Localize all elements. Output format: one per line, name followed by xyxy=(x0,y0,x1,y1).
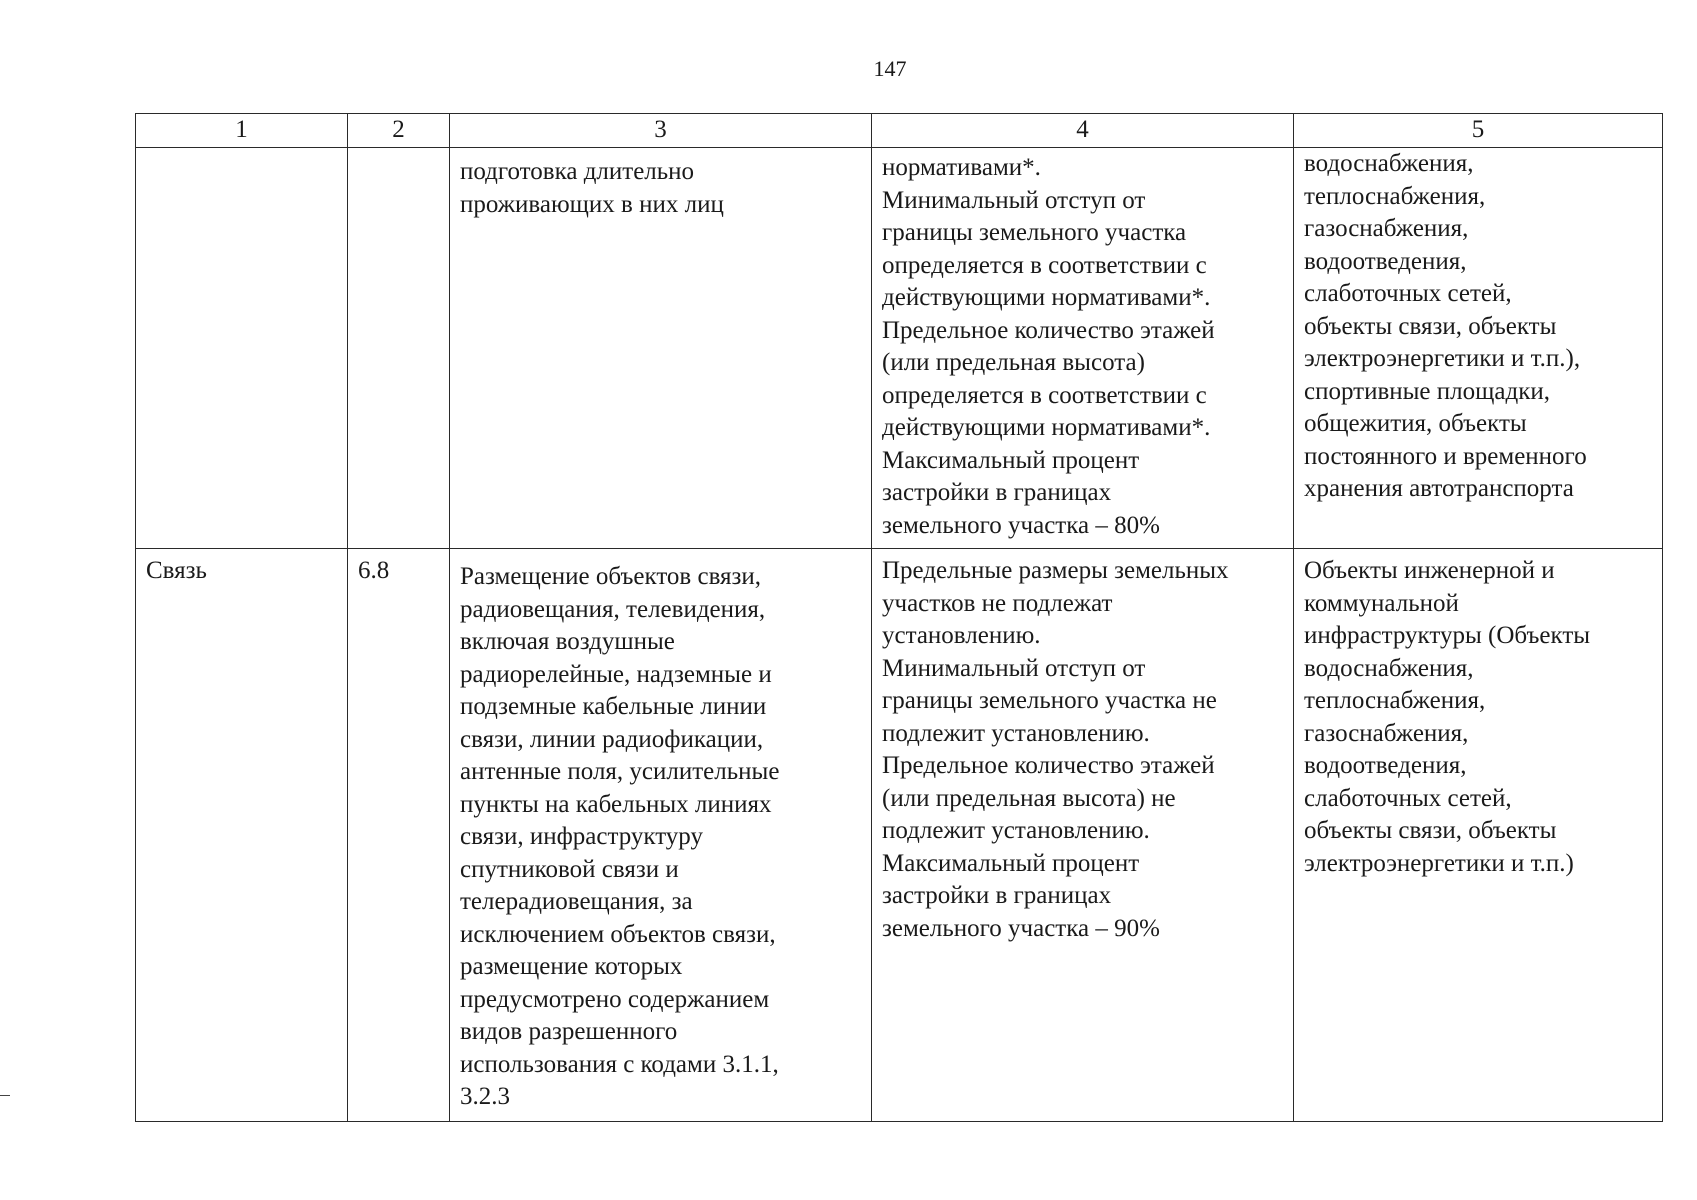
use-name-cell xyxy=(136,148,348,549)
table-header-row xyxy=(136,114,1663,148)
cell-text-line: 3.2.3 xyxy=(460,1083,510,1110)
table-row xyxy=(136,549,1663,1122)
cell-text-line: инфраструктуры (Объекты xyxy=(1304,622,1591,649)
auxiliary-uses-cell xyxy=(1294,148,1663,549)
cell-text-line: действующими нормативами*. xyxy=(882,284,1211,311)
cell-text-line: водоотведения, xyxy=(1304,247,1467,275)
cell-text-line: пункты на кабельных линиях xyxy=(460,790,772,818)
cell-text-line: установлению. xyxy=(882,622,1041,649)
cell-text-line: земельного участка – 90% xyxy=(882,914,1160,942)
cell-text-line: границы земельного участка не xyxy=(882,687,1217,714)
cell-text-line: застройки в границах xyxy=(882,882,1112,909)
cell-text-line: объекты связи, объекты xyxy=(1304,312,1557,340)
header-cell-4: 4 xyxy=(872,114,1294,148)
cell-text-line: теплоснабжения, xyxy=(1304,687,1486,714)
cell-text-line: подлежит установлению. xyxy=(882,719,1150,747)
cell-text-line: Предельное количество этажей xyxy=(882,752,1215,779)
cell-text-line: спутниковой связи и xyxy=(460,855,679,883)
cell-text-line: земельного участка – 80% xyxy=(882,511,1160,539)
cell-text-line: предусмотрено содержанием xyxy=(460,985,770,1013)
cell-text-line: радиорелейные, надземные и xyxy=(460,660,772,688)
cell-text-line: включая воздушные xyxy=(460,628,675,655)
cell-text-line: Размещение объектов связи, xyxy=(460,563,762,590)
land-use-table xyxy=(135,113,1663,1122)
cell-text-line: водоотведения, xyxy=(1304,752,1467,779)
cell-text-line: водоснабжения, xyxy=(1304,150,1474,177)
header-cell-3: 3 xyxy=(450,114,872,148)
cell-text-line: Минимальный отступ от xyxy=(882,654,1146,682)
use-description-cell xyxy=(450,549,872,1122)
cell-text-line: видов разрешенного xyxy=(460,1018,678,1045)
cell-text-line: коммунальной xyxy=(1304,589,1459,617)
margin-mark xyxy=(0,1095,10,1096)
cell-text-line: хранения автотранспорта xyxy=(1304,475,1574,502)
cell-text-line: теплоснабжения, xyxy=(1304,182,1486,210)
auxiliary-uses-cell xyxy=(1294,549,1663,1122)
page-number: 147 xyxy=(873,56,907,81)
cell-text-line: исключением объектов связи, xyxy=(460,920,776,948)
cell-text-line: слаботочных сетей, xyxy=(1304,784,1512,812)
cell-text-line: газоснабжения, xyxy=(1304,215,1469,242)
cell-text-line: Минимальный отступ от xyxy=(882,186,1146,214)
cell-text-line: нормативами*. xyxy=(882,154,1041,181)
cell-text-line: подземные кабельные линии xyxy=(460,693,767,720)
cell-text-line: электроэнергетики и т.п.) xyxy=(1304,849,1574,877)
cell-text-line: антенные поля, усилительные xyxy=(460,758,780,785)
cell-text-line: связи, линии радиофикации, xyxy=(460,725,764,753)
cell-text-line: газоснабжения, xyxy=(1304,719,1469,747)
cell-text-line: участков не подлежат xyxy=(882,589,1113,617)
header-cell-2: 2 xyxy=(348,114,450,148)
cell-text-line: границы земельного участка xyxy=(882,219,1187,246)
use-code-cell: 6.8 xyxy=(348,549,450,1122)
cell-text-line: определяется в соответствии с xyxy=(882,251,1207,279)
cell-text-line: Объекты инженерной и xyxy=(1304,557,1555,584)
use-name-cell: Связь xyxy=(136,549,348,1122)
cell-text-line: застройки в границах xyxy=(882,479,1112,506)
cell-text-line: постоянного и временного xyxy=(1304,442,1587,470)
cell-text-line: водоснабжения, xyxy=(1304,654,1474,682)
cell-text-line: Максимальный процент xyxy=(882,446,1140,474)
cell-text-line: подлежит установлению. xyxy=(882,817,1150,844)
cell-text-line: Максимальный процент xyxy=(882,849,1140,877)
cell-text-line: (или предельная высота) не xyxy=(882,784,1176,812)
cell-text-line: Предельное количество этажей xyxy=(882,316,1215,344)
use-code-cell xyxy=(348,148,450,549)
cell-text-line: использования с кодами 3.1.1, xyxy=(460,1050,779,1078)
parameters-cell xyxy=(872,148,1294,549)
cell-text-line: общежития, объекты xyxy=(1304,410,1527,437)
header-cell-5: 5 xyxy=(1294,114,1663,148)
cell-text-line: Предельные размеры земельных xyxy=(882,557,1229,584)
cell-text-line: связи, инфраструктуру xyxy=(460,823,703,850)
cell-text-line: электроэнергетики и т.п.), xyxy=(1304,345,1581,372)
cell-text-line: действующими нормативами*. xyxy=(882,414,1211,441)
cell-text-line: определяется в соответствии с xyxy=(882,381,1207,409)
cell-text-line: радиовещания, телевидения, xyxy=(460,595,766,623)
cell-text-line: подготовка длительно xyxy=(460,158,695,185)
use-description-cell xyxy=(450,148,872,549)
header-cell-1: 1 xyxy=(136,114,348,148)
table-row xyxy=(136,148,1663,549)
cell-text-line: объекты связи, объекты xyxy=(1304,817,1557,844)
cell-text-line: телерадиовещания, за xyxy=(460,888,693,915)
cell-text-line: слаботочных сетей, xyxy=(1304,280,1512,307)
cell-text-line: проживающих в них лиц xyxy=(460,190,724,218)
cell-text-line: спортивные площадки, xyxy=(1304,377,1550,405)
parameters-cell xyxy=(872,549,1294,1122)
cell-text-line: (или предельная высота) xyxy=(882,349,1145,376)
cell-text-line: размещение которых xyxy=(460,953,683,980)
